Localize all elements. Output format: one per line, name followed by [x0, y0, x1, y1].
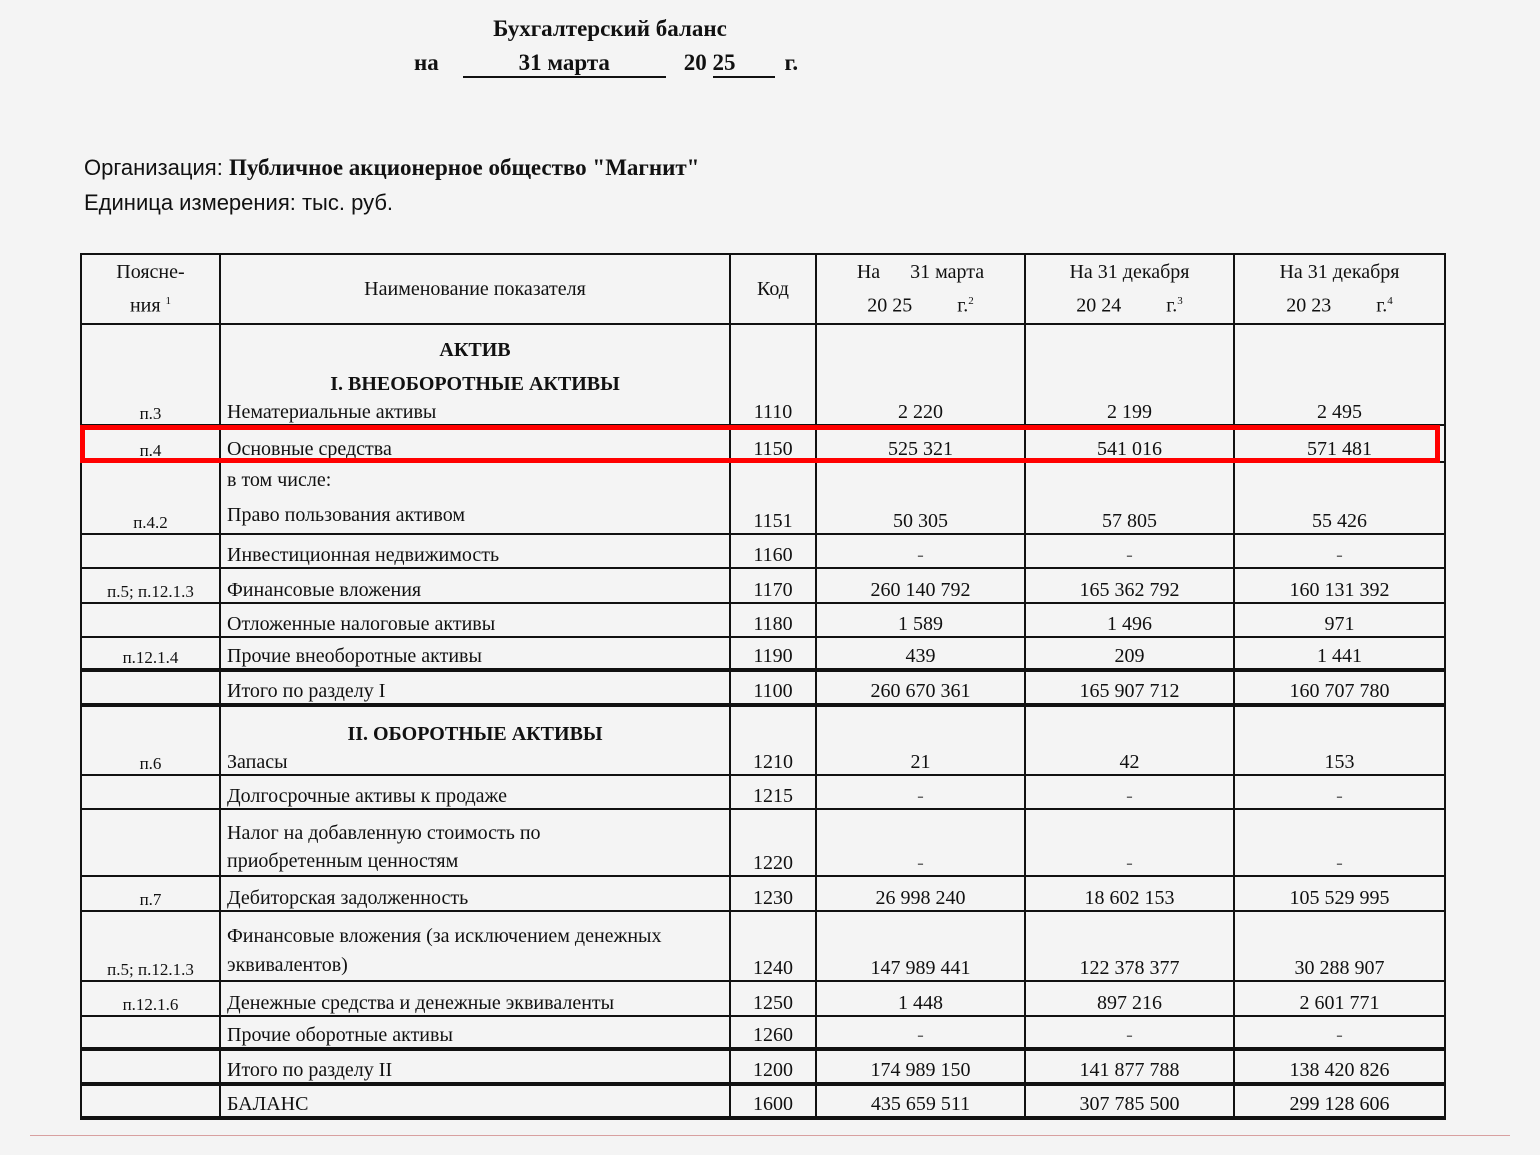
value-cell: 2 199	[1025, 324, 1234, 425]
organization-line	[84, 155, 699, 181]
value-cell: -	[1025, 775, 1234, 809]
value-cell: 160 707 780	[1234, 670, 1445, 705]
note-cell	[81, 603, 220, 637]
note-cell: п.6	[81, 705, 220, 775]
value-cell: 2 220	[816, 324, 1025, 425]
value-cell: -	[1025, 534, 1234, 568]
note-cell: п.12.1.6	[81, 981, 220, 1016]
note-cell	[81, 775, 220, 809]
note-cell: п.5; п.12.1.3	[81, 568, 220, 603]
name-cell: II. ОБОРОТНЫЕ АКТИВЫ Запасы	[220, 705, 730, 775]
value-cell: 165 907 712	[1025, 670, 1234, 705]
value-cell: 1 441	[1234, 637, 1445, 670]
value-cell: -	[1234, 1016, 1445, 1049]
code-cell: 1260	[730, 1016, 816, 1049]
value-cell: 209	[1025, 637, 1234, 670]
value-cell: -	[1234, 775, 1445, 809]
note-cell: п.12.1.4	[81, 637, 220, 670]
table-row	[81, 637, 1445, 670]
value-cell: 105 529 995	[1234, 876, 1445, 911]
value-cell: 18 602 153	[1025, 876, 1234, 911]
table-row	[81, 705, 1445, 775]
note-cell: п.7	[81, 876, 220, 911]
note-cell	[81, 1016, 220, 1049]
table-row	[81, 911, 1445, 981]
note-cell	[81, 1084, 220, 1118]
code-cell: 1250	[730, 981, 816, 1016]
note-cell	[81, 809, 220, 876]
code-cell: 1210	[730, 705, 816, 775]
table-row	[81, 603, 1445, 637]
name-cell: Основные средства	[220, 425, 730, 462]
year-unit: г.	[784, 50, 799, 75]
note-cell: п.4.2	[81, 462, 220, 534]
table-row	[81, 775, 1445, 809]
value-cell: 1 496	[1025, 603, 1234, 637]
note-cell: п.5; п.12.1.3	[81, 911, 220, 981]
value-cell: 153	[1234, 705, 1445, 775]
name-cell: Отложенные налоговые активы	[220, 603, 730, 637]
name-cell: Финансовые вложения	[220, 568, 730, 603]
name-cell: Дебиторская задолженность	[220, 876, 730, 911]
code-cell: 1240	[730, 911, 816, 981]
value-cell: 897 216	[1025, 981, 1234, 1016]
table-row	[81, 809, 1445, 876]
note-cell: п.4	[81, 425, 220, 462]
value-cell: 439	[816, 637, 1025, 670]
value-cell: -	[816, 809, 1025, 876]
table-row	[81, 876, 1445, 911]
table-row	[81, 568, 1445, 603]
header-col-2024: На 31 декабря 20 24 г.$^3$	[1025, 254, 1234, 324]
code-cell: 1150	[730, 425, 816, 462]
code-cell: 1151	[730, 462, 816, 534]
value-cell: 30 288 907	[1234, 911, 1445, 981]
value-cell: 307 785 500	[1025, 1084, 1234, 1118]
value-cell: 122 378 377	[1025, 911, 1234, 981]
table-row-balance-total	[81, 1084, 1445, 1118]
table-row-subtotal-2	[81, 1049, 1445, 1084]
value-cell: -	[1025, 809, 1234, 876]
organization-name: Публичное акционерное общество "Магнит"	[228, 155, 700, 180]
code-cell: 1600	[730, 1084, 816, 1118]
section-2-title: II. ОБОРОТНЫЕ АКТИВЫ	[347, 723, 603, 745]
code-cell: 1190	[730, 637, 816, 670]
date-day: 31 марта	[463, 50, 666, 78]
name-cell: Денежные средства и денежные эквиваленты	[220, 981, 730, 1016]
value-cell: -	[1234, 534, 1445, 568]
name-cell: Прочие внеоборотные активы	[220, 637, 730, 670]
header-col-2023: На 31 декабря 20 23 г.$^4$	[1234, 254, 1445, 324]
table-row	[81, 425, 1445, 462]
value-cell: 299 128 606	[1234, 1084, 1445, 1118]
code-cell: 1220	[730, 809, 816, 876]
name-cell: Налог на добавленную стоимость по приобретенным ценностям	[220, 809, 730, 876]
code-cell: 1230	[730, 876, 816, 911]
name-cell: в том числе: Право пользования активом	[220, 462, 730, 534]
value-cell: 174 989 150	[816, 1049, 1025, 1084]
value-cell: 571 481	[1234, 425, 1445, 462]
value-cell: 141 877 788	[1025, 1049, 1234, 1084]
name-cell: БАЛАНС	[220, 1084, 730, 1118]
value-cell: 971	[1234, 603, 1445, 637]
section-active: АКТИВ	[439, 339, 511, 361]
value-cell: 2 601 771	[1234, 981, 1445, 1016]
value-cell: 26 998 240	[816, 876, 1025, 911]
value-cell: 42	[1025, 705, 1234, 775]
value-cell: 541 016	[1025, 425, 1234, 462]
name-cell: Долгосрочные активы к продаже	[220, 775, 730, 809]
value-cell: -	[816, 1016, 1025, 1049]
value-cell: 2 495	[1234, 324, 1445, 425]
year-suffix: 25	[713, 50, 775, 78]
in-that-label: в том числе:	[227, 469, 332, 491]
code-cell: 1215	[730, 775, 816, 809]
note-cell	[81, 670, 220, 705]
name-cell: Прочие оборотные активы	[220, 1016, 730, 1049]
table-row-subtotal-1	[81, 670, 1445, 705]
value-cell: 147 989 441	[816, 911, 1025, 981]
document-title: Бухгалтерский баланс	[493, 16, 727, 41]
header-notes: Поясне- ния $^1$	[81, 254, 220, 324]
value-cell: 55 426	[1234, 462, 1445, 534]
header-name: Наименование показателя	[220, 254, 730, 324]
note-cell: п.3	[81, 324, 220, 425]
value-cell: 525 321	[816, 425, 1025, 462]
organization-label: Организация:	[84, 155, 223, 180]
header-col-2025: На 31 марта 20 25 г.$^2$	[816, 254, 1025, 324]
value-cell: 57 805	[1025, 462, 1234, 534]
table-row	[81, 462, 1445, 534]
value-cell: 21	[816, 705, 1025, 775]
note-cell	[81, 534, 220, 568]
value-cell: 1 448	[816, 981, 1025, 1016]
value-cell: -	[1025, 1016, 1234, 1049]
table-row	[81, 981, 1445, 1016]
name-cell: АКТИВ I. ВНЕОБОРОТНЫЕ АКТИВЫ Нематериальные активы	[220, 324, 730, 425]
note-cell	[81, 1049, 220, 1084]
value-cell: -	[816, 775, 1025, 809]
report-date	[414, 50, 798, 78]
name-cell: Финансовые вложения (за исключением денежных эквивалентов)	[220, 911, 730, 981]
table-row	[81, 1016, 1445, 1049]
value-cell: 138 420 826	[1234, 1049, 1445, 1084]
table-row	[81, 324, 1445, 425]
bottom-rule	[30, 1135, 1510, 1136]
value-cell: 165 362 792	[1025, 568, 1234, 603]
code-cell: 1180	[730, 603, 816, 637]
header-code: Код	[730, 254, 816, 324]
value-cell: 160 131 392	[1234, 568, 1445, 603]
unit-line: Единица измерения: тыс. руб.	[84, 190, 394, 215]
value-cell: 50 305	[816, 462, 1025, 534]
value-cell: 260 670 361	[816, 670, 1025, 705]
name-cell: Итого по разделу I	[220, 670, 730, 705]
code-cell: 1100	[730, 670, 816, 705]
code-cell: 1200	[730, 1049, 816, 1084]
value-cell: 435 659 511	[816, 1084, 1025, 1118]
section-1-title: I. ВНЕОБОРОТНЫЕ АКТИВЫ	[330, 373, 620, 395]
table-header-row	[81, 254, 1445, 324]
value-cell: 1 589	[816, 603, 1025, 637]
year-prefix: 20	[683, 50, 707, 75]
code-cell: 1160	[730, 534, 816, 568]
code-cell: 1110	[730, 324, 816, 425]
date-prefix: на	[414, 50, 439, 75]
value-cell: -	[1234, 809, 1445, 876]
name-cell: Инвестиционная недвижимость	[220, 534, 730, 568]
table-row	[81, 534, 1445, 568]
value-cell: -	[816, 534, 1025, 568]
value-cell: 260 140 792	[816, 568, 1025, 603]
code-cell: 1170	[730, 568, 816, 603]
name-cell: Итого по разделу II	[220, 1049, 730, 1084]
balance-sheet-table	[80, 253, 1446, 1120]
